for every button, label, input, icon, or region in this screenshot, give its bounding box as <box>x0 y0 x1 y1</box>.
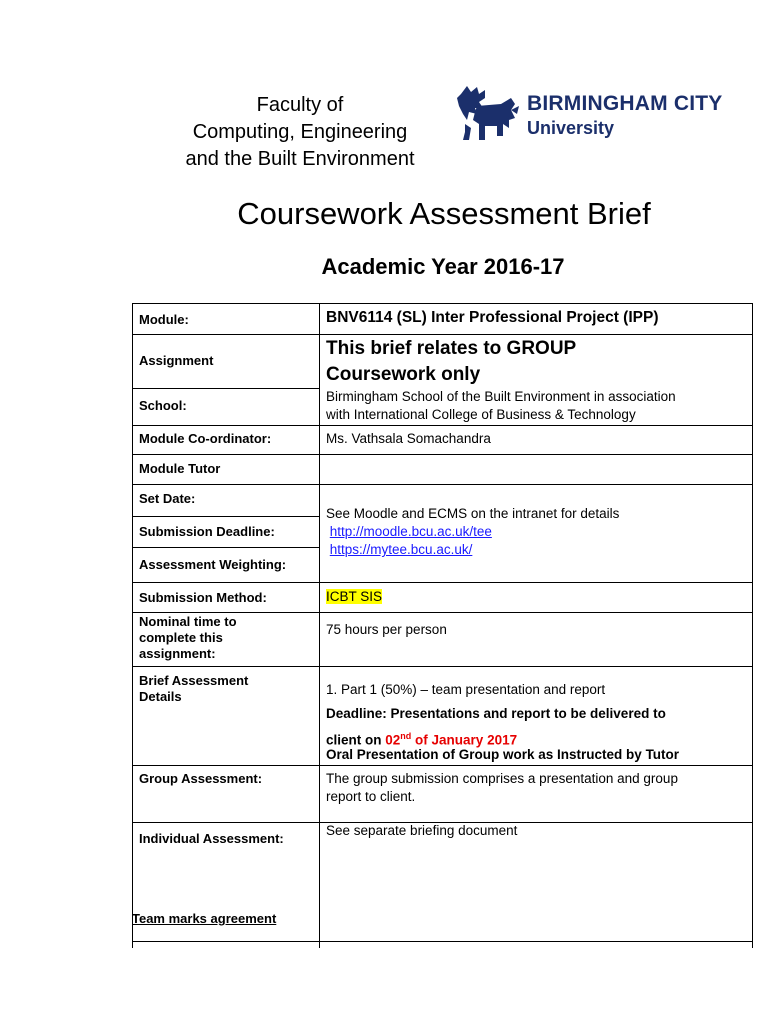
submission-method-label: Submission Method: <box>139 590 267 605</box>
dates-info-text: See Moodle and ECMS on the intranet for details <box>326 506 620 521</box>
table-line <box>132 941 753 942</box>
table-line <box>132 666 753 667</box>
table-border-right <box>752 303 753 948</box>
table-column-divider <box>319 303 320 948</box>
school-value <box>326 388 676 424</box>
table-line <box>132 484 753 485</box>
brief-deadline-line-1: Deadline: Presentations and report to be delivered to <box>326 706 666 721</box>
page-title: Coursework Assessment Brief <box>237 196 651 231</box>
academic-year: Academic Year 2016-17 <box>321 254 565 279</box>
assignment-value <box>326 336 576 388</box>
table-line <box>132 454 753 455</box>
nominal-time-label-line-3: assignment: <box>139 646 216 661</box>
faculty-line-1: Faculty of <box>256 94 344 116</box>
submission-deadline-label: Submission Deadline: <box>139 524 275 539</box>
table-line <box>132 516 320 517</box>
lion-crest-icon <box>455 84 521 144</box>
nominal-time-label <box>139 614 237 662</box>
brief-details-label <box>139 673 248 705</box>
module-value: BNV6114 (SL) Inter Professional Project (IPP) <box>326 309 659 326</box>
table-line <box>132 612 753 613</box>
tutor-label: Module Tutor <box>139 461 221 476</box>
team-marks-label: Team marks agreement <box>132 911 277 926</box>
submission-method-value: ICBT SIS <box>326 589 383 604</box>
coordinator-label: Module Co-ordinator: <box>139 431 272 446</box>
assignment-value-line-2: Coursework only <box>326 364 481 385</box>
set-date-label: Set Date: <box>139 491 196 506</box>
individual-assessment-label: Individual Assessment: <box>139 831 284 846</box>
table-line <box>132 334 753 335</box>
mytee-link[interactable]: https://mytee.bcu.ac.uk/ <box>329 542 473 557</box>
individual-assessment-value: See separate briefing document <box>326 823 518 838</box>
brief-client-prefix: client on <box>326 732 386 748</box>
brief-details-label-line-1: Brief Assessment <box>139 673 249 688</box>
brief-date-day: 02 <box>385 732 401 748</box>
assignment-label: Assignment <box>139 353 214 368</box>
table-line <box>132 765 753 766</box>
moodle-link[interactable]: http://moodle.bcu.ac.uk/tee <box>329 524 492 539</box>
table-line <box>132 388 320 389</box>
school-value-line-2: with International College of Business & Technology <box>326 407 636 422</box>
university-name: BIRMINGHAM CITY <box>527 92 723 115</box>
nominal-time-label-line-2: complete this <box>139 630 223 645</box>
dates-info <box>326 505 619 559</box>
brief-date-rest: of January 2017 <box>411 732 518 748</box>
group-assessment-value-line-1: The group submission comprises a presentation and group <box>326 771 678 786</box>
table-line <box>132 303 753 304</box>
nominal-time-value: 75 hours per person <box>326 622 447 637</box>
group-assessment-value <box>326 770 678 806</box>
brief-oral: Oral Presentation of Group work as Instructed by Tutor <box>326 747 680 762</box>
module-label: Module: <box>139 312 189 327</box>
group-assessment-label: Group Assessment: <box>139 771 263 786</box>
school-label: School: <box>139 398 187 413</box>
faculty-line-2: Computing, Engineering <box>192 121 408 143</box>
brief-date-suffix: nd <box>400 731 412 741</box>
brief-details-label-line-2: Details <box>139 689 182 704</box>
coordinator-value: Ms. Vathsala Somachandra <box>326 431 491 446</box>
group-assessment-value-line-2: report to client. <box>326 789 416 804</box>
table-line <box>132 547 320 548</box>
table-line <box>132 582 753 583</box>
faculty-line-3: and the Built Environment <box>185 148 415 170</box>
table-border-left <box>132 303 133 948</box>
brief-part1: 1. Part 1 (50%) – team presentation and report <box>326 682 606 697</box>
university-subtitle: University <box>527 118 615 138</box>
nominal-time-label-line-1: Nominal time to <box>139 614 237 629</box>
assessment-weighting-label: Assessment Weighting: <box>139 557 287 572</box>
faculty-name <box>150 92 450 173</box>
school-value-line-1: Birmingham School of the Built Environment in association <box>326 389 676 404</box>
assignment-value-line-1: This brief relates to GROUP <box>326 338 577 359</box>
table-line <box>132 425 753 426</box>
